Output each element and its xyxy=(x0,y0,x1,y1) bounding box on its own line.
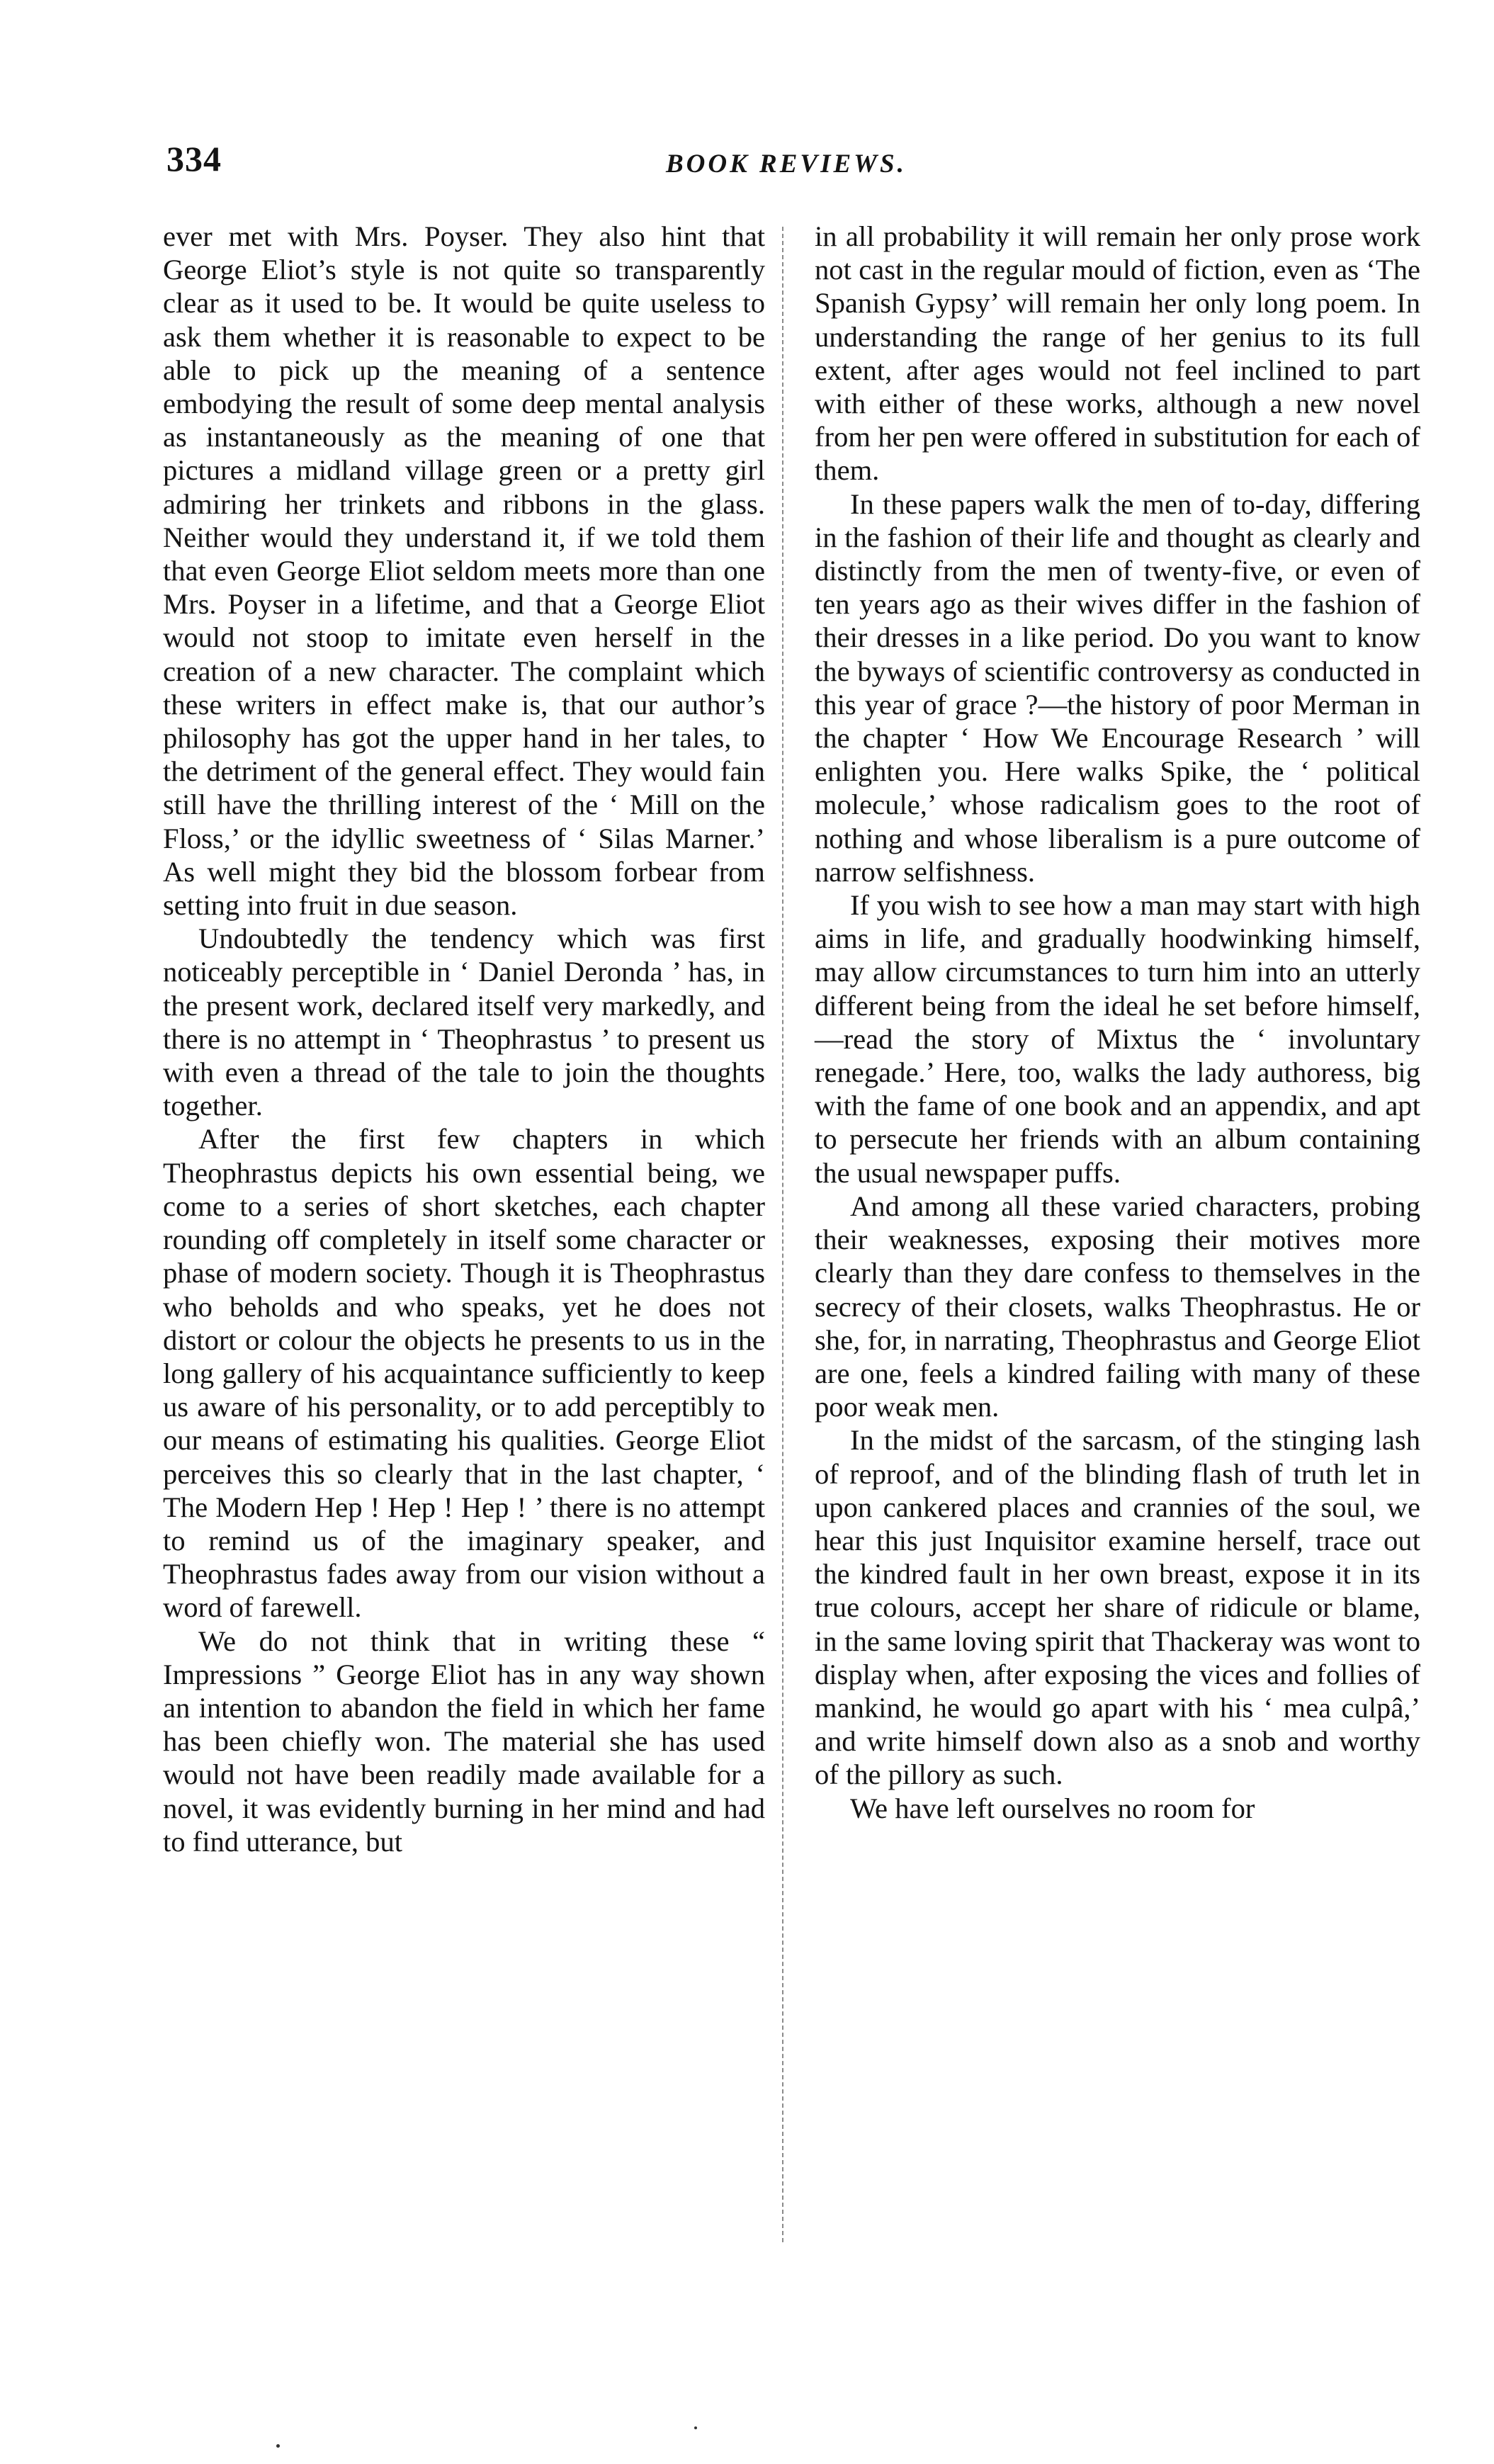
left-column xyxy=(163,220,765,1858)
paragraph: And among all these varied characters, probing their weaknesses, exposing their motives more clearly than they dare confess to themselves in the secrecy of their closets, walks Theophrastus. He or she, for, in narrating, Theophrastus and George Eliot are one, feels a kindred failing with many of these poor weak men. xyxy=(815,1189,1420,1423)
paragraph: We do not think that in writing these “ Impressions ” George Eliot has in any way shown an intention to abandon the field in which her fame has been chiefly won. The material she has used would not have been readily made available for a novel, it was evidently burning in her mind and had to find utterance, but xyxy=(163,1624,765,1858)
print-speck xyxy=(694,2426,697,2429)
right-column xyxy=(815,220,1420,1825)
page-number: 334 xyxy=(166,139,222,179)
print-speck xyxy=(276,2444,280,2448)
paragraph: Undoubtedly the tendency which was first noticeably perceptible in ‘ Daniel Deronda ’ has, in the present work, declared itself very markedly, and there is no attempt in ‘ Theophrastus ’ to present us with even a thread of the tale to join the thoughts together. xyxy=(163,922,765,1122)
paragraph: If you wish to see how a man may start with high aims in life, and gradually hoodwinking himself, may allow circumstances to turn him into an utterly different being from the ideal he set before himself,—read the story of Mixtus the ‘ involuntary renegade.’ Here, too, walks the lady authoress, big with the fame of one book and an appendix, and apt to persecute her friends with an album containing the usual newspaper puffs. xyxy=(815,889,1420,1189)
paragraph: In the midst of the sarcasm, of the stinging lash of reproof, and of the blinding flash of truth let in upon cankered places and crannies of the soul, we hear this just Inquisitor examine herself, trace out the kindred fault in her own breast, expose it in its true colours, accept her share of ridicule or blame, in the same loving spirit that Thackeray was wont to display when, after exposing the vices and follies of mankind, he would go apart with his ‘ mea culpâ,’ and write himself down also as a snob and worthy of the pillory as such. xyxy=(815,1424,1420,1791)
paragraph: ever met with Mrs. Poyser. They also hint that George Eliot’s style is not quite so transparently clear as it used to be. It would be quite useless to ask them whether it is reasonable to expect to be able to pick up the meaning of a sentence embodying the result of some deep mental analysis as instantaneously as the meaning of one that pictures a midland village green or a pretty girl admiring her trinkets and ribbons in the glass. Neither would they understand it, if we told them that even George Eliot seldom meets more than one Mrs. Poyser in a lifetime, and that a George Eliot would not stoop to imitate even herself in the creation of a new character. The complaint which these writers in effect make is, that our author’s philosophy has got the upper hand in her tales, to the detriment of the general effect. They would fain still have the thrilling interest of the ‘ Mill on the Floss,’ or the idyllic sweetness of ‘ Silas Marner.’ As well might they bid the blossom forbear from setting into fruit in due season. xyxy=(163,220,765,922)
paragraph: In these papers walk the men of to-day, differing in the fashion of their life and thought as clearly and distinctly from the men of twenty-five, or even of ten years ago as their wives differ in the fashion of their dresses in a like period. Do you want to know the byways of scientific controversy as conducted in this year of grace ?—the history of poor Merman in the chapter ‘ How We Encourage Research ’ will enlighten you. Here walks Spike, the ‘ political molecule,’ whose radicalism goes to the root of nothing and whose liberalism is a pure outcome of narrow selfishness. xyxy=(815,487,1420,888)
paragraph: in all probability it will remain her only prose work not cast in the regular mould of fiction, even as ‘The Spanish Gypsy’ will remain her only long poem. In understanding the range of her genius to its full extent, after ages would not feel inclined to part with either of these works, although a new novel from her pen were offered in substitution for each of them. xyxy=(815,220,1420,487)
paragraph: We have left ourselves no room for xyxy=(850,1792,1255,1824)
paragraph: After the first few chapters in which Theophrastus depicts his own essential being, we come to a series of short sketches, each chapter rounding off completely in itself some character or phase of modern society. Though it is Theophrastus who beholds and who speaks, yet he does not distort or colour the objects he presents to us in the long gallery of his acquaintance sufficiently to keep us aware of his personality, or to add perceptibly to our means of estimating his qualities. George Eliot perceives this so clearly that in the last chapter, ‘ The Modern Hep ! Hep ! Hep ! ’ there is no attempt to remind us of the imaginary speaker, and Theophrastus fades away from our vision without a word of farewell. xyxy=(163,1123,765,1624)
running-head: BOOK REVIEWS. xyxy=(666,149,907,179)
column-divider xyxy=(782,227,783,2242)
